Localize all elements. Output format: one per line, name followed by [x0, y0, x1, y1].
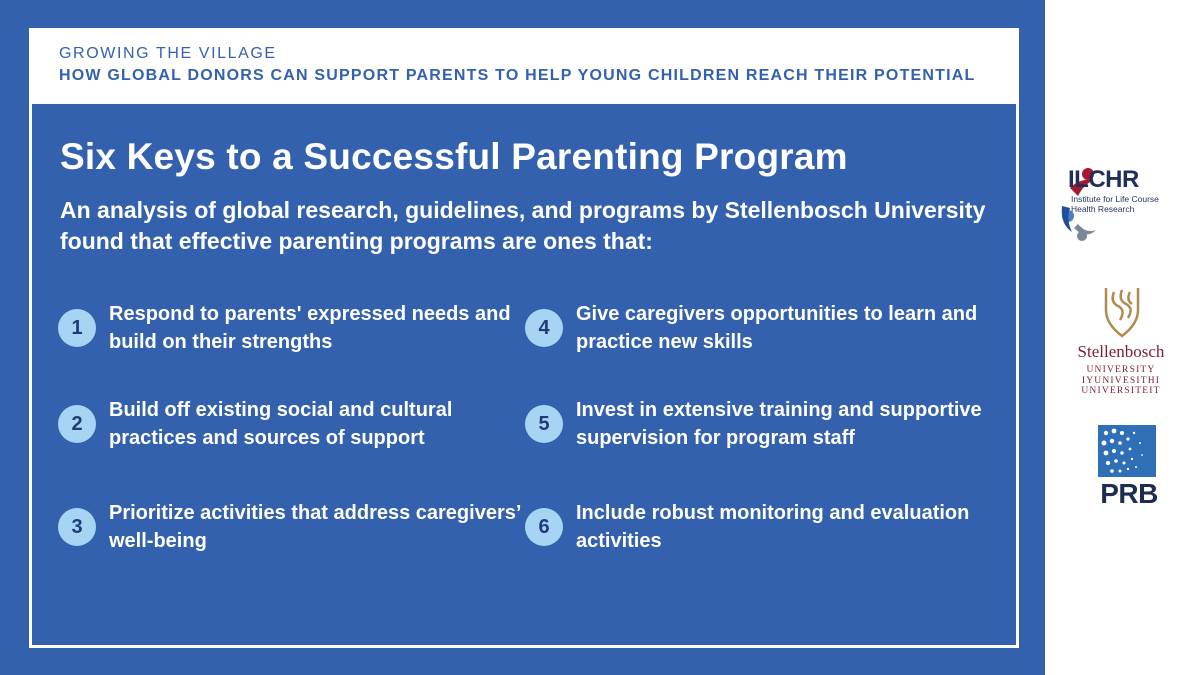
key-number-badge: 5 — [525, 405, 563, 443]
ilchr-logo-subtitle: Institute for Life Course Health Research — [1071, 194, 1159, 214]
key-item-2 — [58, 396, 529, 452]
stellenbosch-logo-subtitle — [1061, 365, 1181, 397]
key-text: Respond to parents' expressed needs and build on their strengths — [109, 303, 511, 353]
stellenbosch-line-1: UNIVERSITY — [1086, 365, 1156, 375]
key-number-badge: 1 — [58, 309, 96, 347]
report-title: HOW GLOBAL DONORS CAN SUPPORT PARENTS TO HELP YOUNG CHILDREN REACH THEIR POTENTIAL — [59, 67, 976, 84]
key-item-5 — [525, 396, 1016, 452]
stellenbosch-logo-name: Stellenbosch — [1077, 342, 1165, 361]
prb-logo-name: PRB — [1100, 478, 1158, 509]
key-item-1 — [58, 300, 529, 356]
key-text: Give caregivers opportunities to learn and practice new skills — [576, 303, 978, 353]
key-text: Prioritize activities that address caregivers’ well-being — [109, 502, 521, 552]
key-number-badge: 2 — [58, 405, 96, 443]
key-item-3 — [58, 499, 529, 555]
key-text: Invest in extensive training and supportive supervision for program staff — [576, 399, 982, 449]
key-text: Include robust monitoring and evaluation activities — [576, 502, 970, 552]
stellenbosch-crest-icon — [1100, 284, 1144, 340]
prb-globe-icon — [1098, 425, 1156, 477]
content-frame — [29, 104, 1019, 648]
stellenbosch-line-2: IYUNIVESITHI — [1081, 375, 1161, 386]
report-series-label: GROWING THE VILLAGE — [59, 45, 277, 62]
key-number-badge: 4 — [525, 309, 563, 347]
key-number-badge: 3 — [58, 508, 96, 546]
key-text: Build off existing social and cultural practices and sources of support — [109, 399, 453, 449]
header-banner — [29, 28, 1019, 104]
key-item-4 — [525, 300, 996, 356]
page-subtitle: An analysis of global research, guidelines, and programs by Stellenbosch University found that effective parenting programs are ones that: — [60, 197, 986, 254]
stellenbosch-line-3: UNIVERSITEIT — [1081, 386, 1161, 396]
page-title: Six Keys to a Successful Parenting Program — [60, 136, 848, 177]
key-number-badge: 6 — [525, 508, 563, 546]
ilchr-logo-name: ILCHR — [1068, 166, 1139, 193]
key-item-6 — [525, 499, 996, 555]
